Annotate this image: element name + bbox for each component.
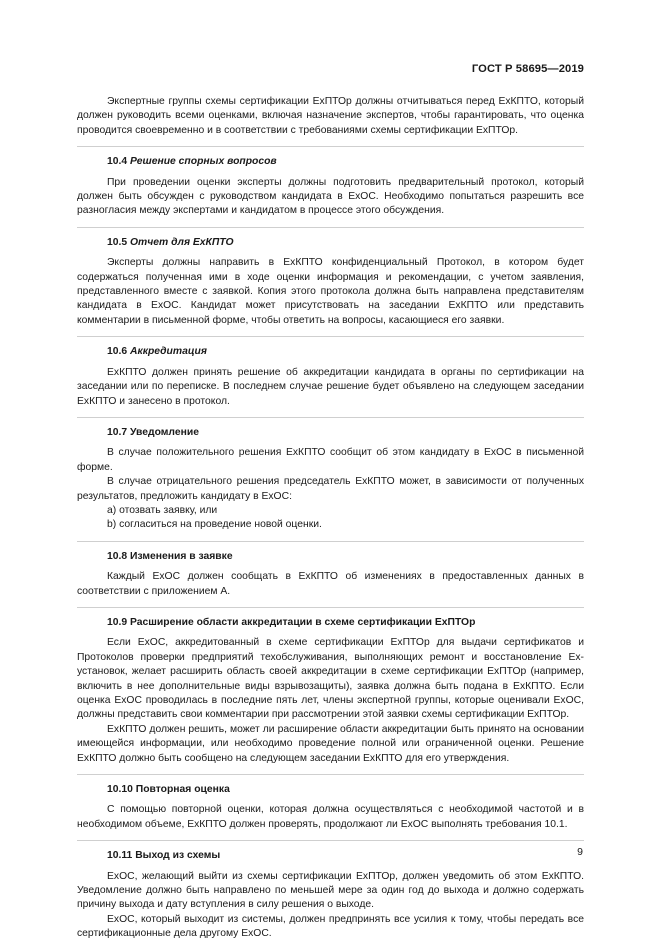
section-title: Решение спорных вопросов <box>130 156 277 168</box>
section-divider <box>77 541 584 542</box>
section-number: 10.8 <box>107 550 128 562</box>
section-heading-10-11 <box>77 849 584 863</box>
section-title: Расширение области аккредитации в схеме сертификации ExПТОр <box>130 616 476 628</box>
section-title: Повторная оценка <box>135 784 230 796</box>
section-heading-10-9 <box>77 616 584 630</box>
section-number: 10.4 <box>107 156 128 168</box>
section-divider <box>77 417 584 418</box>
section-number: 10.7 <box>107 426 128 438</box>
section-paragraph: ExОС, желающий выйти из схемы сертификации ExПТОр, должен уведомить об этом ExКПТО. Уведомление должно быть направлено по меньшей мере за один год до выхода и должно содержать причину выхода и дату вступления в силу решения о выходе. <box>77 870 584 911</box>
section-title: Выход из схемы <box>135 850 221 862</box>
section-paragraph: В случае положительного решения ExКПТО сообщит об этом кандидату в ExОС в письменной форме. <box>77 447 584 473</box>
section-paragraph: ExКПТО должен принять решение об аккредитации кандидата в органы по сертификации на заседании или по переписке. В последнем случае решение будет объявлено на следующем заседании ExКПТО и занесено в протокол. <box>77 366 584 407</box>
section-paragraph: ExКПТО должен решить, может ли расширение области аккредитации быть принято на основании имеющейся информации, или необходимо проведение полной или ограниченной оценки. Решение ExКПТО должно быть сообщено на следующем заседании ExКПТО для его утверждения. <box>77 723 584 764</box>
section-paragraph: Каждый ExОС должен сообщать в ExКПТО об изменениях в предоставленных данных в соответствии с приложением А. <box>77 571 584 597</box>
section-number: 10.10 <box>107 784 133 796</box>
section-heading-10-10 <box>77 783 584 797</box>
section-heading-10-5 <box>77 236 584 250</box>
section-number: 10.6 <box>107 346 128 358</box>
section-divider <box>77 336 584 337</box>
section-divider <box>77 607 584 608</box>
section-title: Изменения в заявке <box>130 550 233 562</box>
section-title: Уведомление <box>130 426 199 438</box>
section-paragraph: ExОС, который выходит из системы, должен предпринять все усилия к тому, чтобы передать все сертификационные дела другому ExОС. <box>77 913 584 940</box>
standard-designation: ГОСТ Р 58695—2019 <box>471 63 584 75</box>
section-paragraph: Эксперты должны направить в ExКПТО конфиденциальный Протокол, в котором будет содержаться полученная ими в ходе оценки информация и рекомендации, с учетом заявления, представленного вместе с заявкой. Копия этого протокола должна быть направлена представителям кандидата в ExОС. Кандидат может присутствовать на заседании ExКПТО или представить комментарии в письменной форме, чтобы ответить на вопросы, касающиеся его заявки. <box>77 257 584 326</box>
section-divider <box>77 146 584 147</box>
section-heading-10-7 <box>77 426 584 440</box>
section-divider <box>77 774 584 775</box>
page-number: 9 <box>577 846 583 858</box>
document-body <box>77 95 584 942</box>
section-paragraph: С помощью повторной оценки, которая должна осуществляться с необходимой частотой и в необходимом объеме, ExКПТО должен проверять, продолжают ли ExОС выполнять требования 10.1. <box>77 804 584 830</box>
section-divider <box>77 227 584 228</box>
section-divider <box>77 840 584 841</box>
section-number: 10.5 <box>107 236 128 248</box>
list-item: a) отозвать заявку, или <box>107 504 218 516</box>
list-item: b) согласиться на проведение новой оценки. <box>107 519 322 531</box>
intro-paragraph: Экспертные группы схемы сертификации ExПТОр должны отчитываться перед ExКПТО, который должен руководить всеми оценками, включая назначение экспертов, чтобы гарантировать, что оценка проводится своевременно и в соответствии с требованиями схемы сертификации ExПТОр. <box>77 96 584 136</box>
section-title: Отчет для ExКПТО <box>130 236 234 248</box>
section-paragraph: В случае отрицательного решения председатель ExКПТО может, в зависимости от полученных результатов, предложить кандидату в ExОС: <box>77 476 584 502</box>
section-paragraph: Если ExОС, аккредитованный в схеме сертификации ExПТОр для выдачи сертификатов и Протоколов проверки предприятий техобслуживания, выполняющих ремонт и восстановление Ex-установок, желает расширить область своей аккредитации в схеме сертификации ExПТОр (например, включить в нее дополнительные виды взрывозащиты), заявка должна быть подана в ExКПТО. Если оценка ExОС проводилась в последние пять лет, члены экспертной группы, которые оценивали ExОС, должны представить свои комментарии при рассмотрении этой заявки схемы сертификации ExПТОр. <box>77 637 584 721</box>
section-title: Аккредитация <box>130 346 207 358</box>
section-number: 10.9 <box>107 616 128 628</box>
section-heading-10-6 <box>77 345 584 359</box>
section-number: 10.11 <box>107 850 133 862</box>
section-heading-10-4 <box>77 155 584 169</box>
section-heading-10-8 <box>77 550 584 564</box>
section-paragraph: При проведении оценки эксперты должны подготовить предварительный протокол, который должен быть обсужден с руководством кандидата в ExОС. Необходимо попытаться разрешить все разногласия между экспертами и кандидатом в процессе этого обсуждения. <box>77 176 584 217</box>
